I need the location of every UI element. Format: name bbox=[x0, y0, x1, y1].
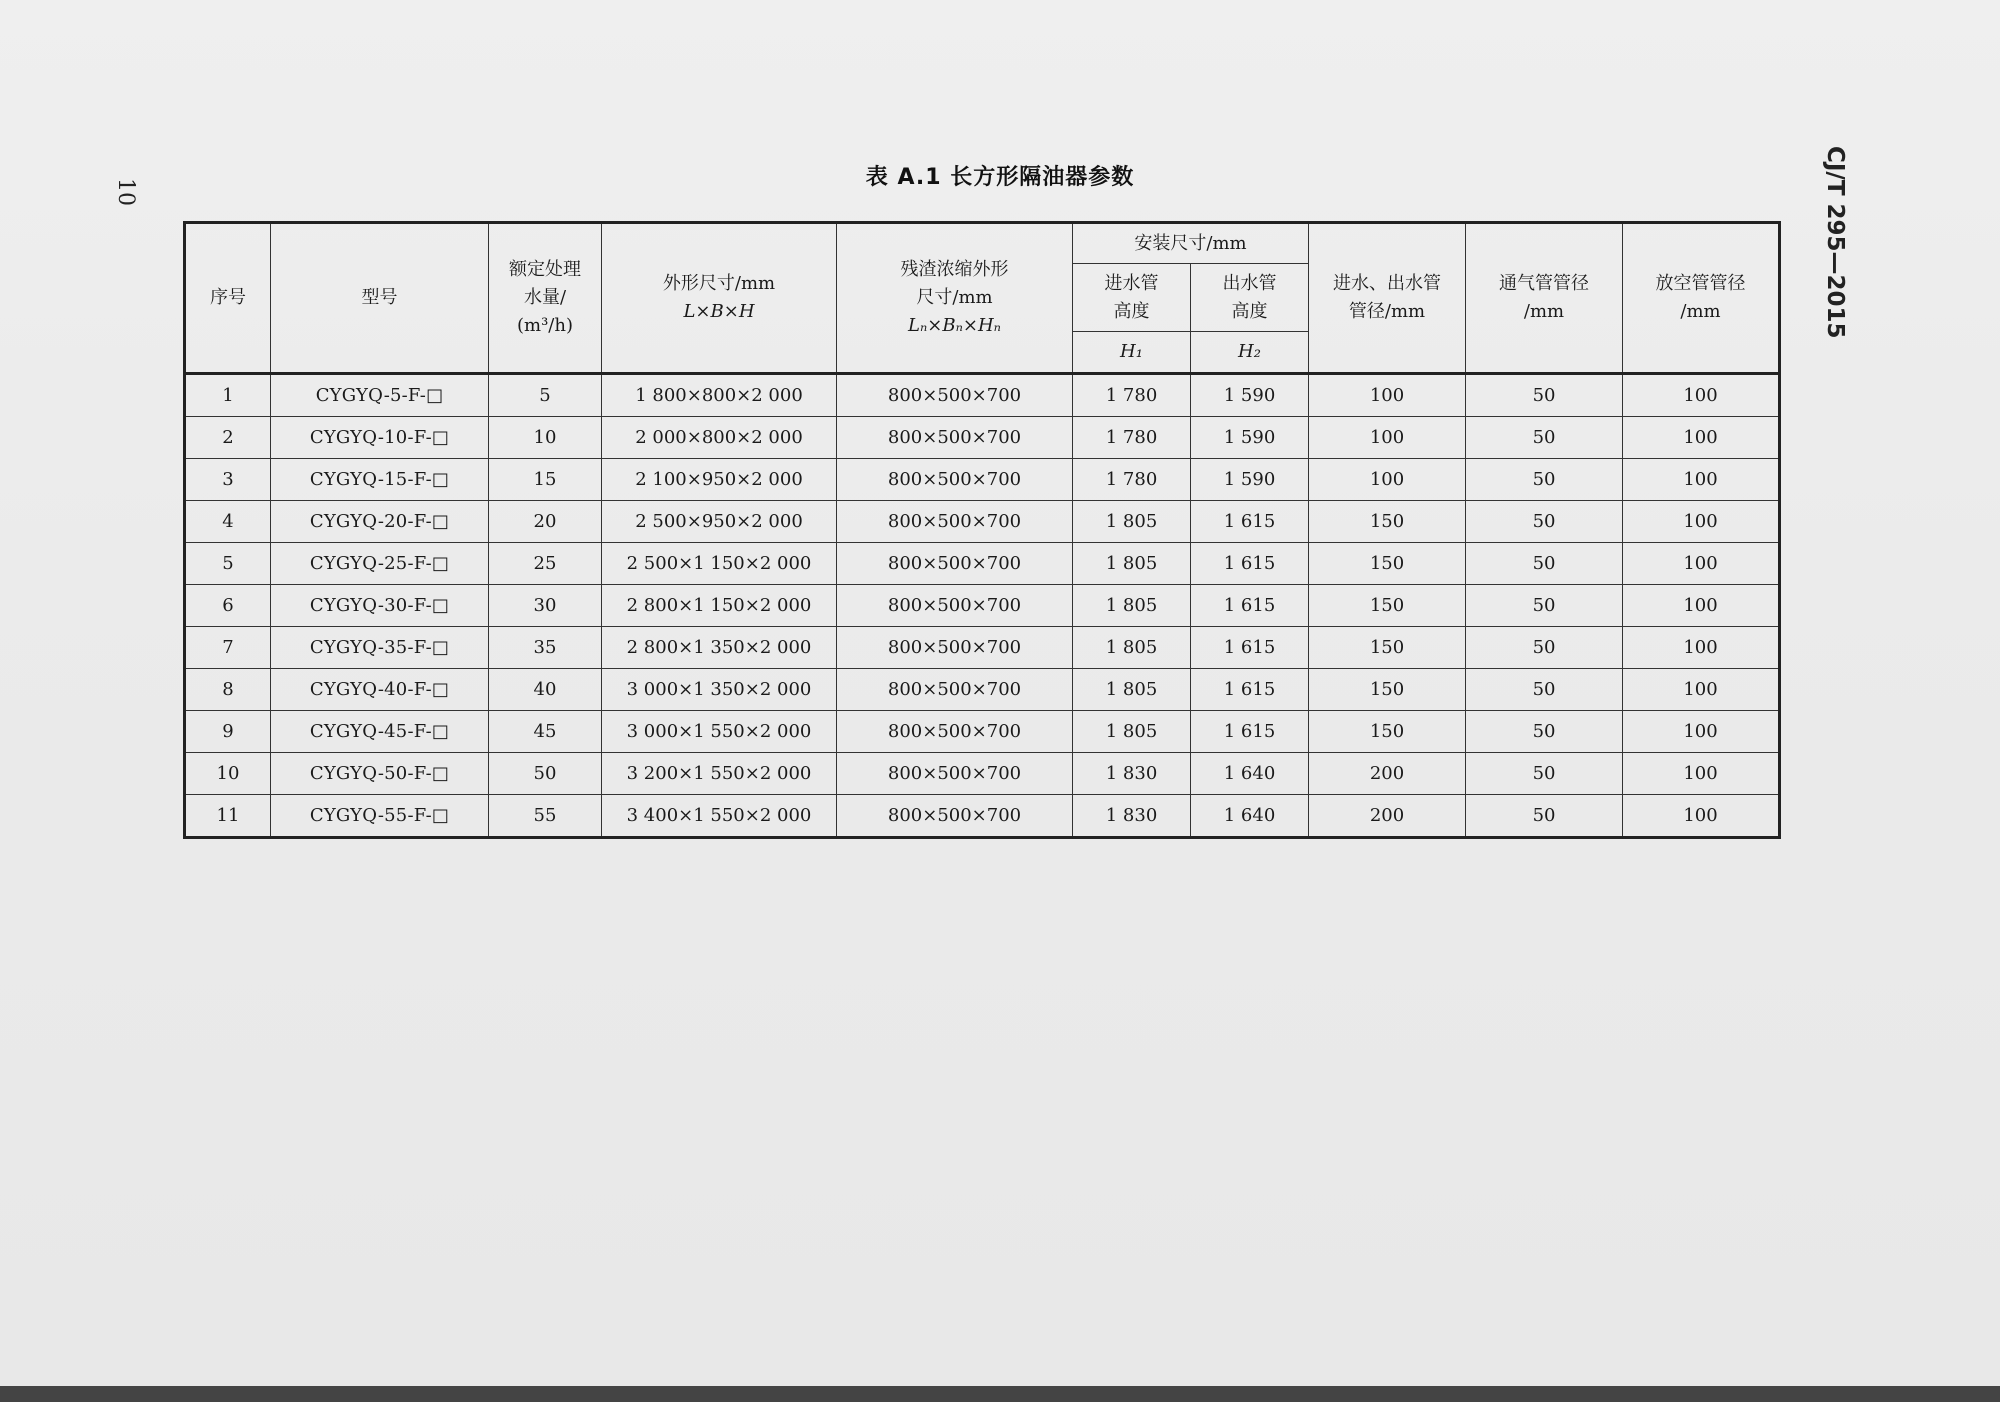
cell-flow: 10 bbox=[489, 417, 602, 459]
cell-flow: 15 bbox=[489, 459, 602, 501]
cell-h2: 1 640 bbox=[1191, 795, 1309, 838]
cell-seq: 5 bbox=[185, 543, 271, 585]
cell-seq: 8 bbox=[185, 669, 271, 711]
cell-empty: 100 bbox=[1623, 543, 1780, 585]
table-title: 表 A.1 长方形隔油器参数 bbox=[865, 165, 1135, 190]
cell-flow: 45 bbox=[489, 711, 602, 753]
cell-outer: 3 400×1 550×2 000 bbox=[602, 795, 837, 838]
cell-empty: 100 bbox=[1623, 627, 1780, 669]
cell-flow: 35 bbox=[489, 627, 602, 669]
cell-vent: 50 bbox=[1466, 795, 1623, 838]
cell-residue: 800×500×700 bbox=[837, 627, 1073, 669]
cell-h1: 1 830 bbox=[1073, 753, 1191, 795]
cell-h1: 1 780 bbox=[1073, 417, 1191, 459]
header-install-dim: 安装尺寸/mm bbox=[1073, 223, 1309, 264]
header-outer-dim: 外形尺寸/mm L×B×H bbox=[602, 223, 837, 374]
header-seq: 序号 bbox=[185, 223, 271, 374]
cell-outer: 3 000×1 550×2 000 bbox=[602, 711, 837, 753]
parameters-table bbox=[183, 221, 1781, 839]
cell-outer: 2 000×800×2 000 bbox=[602, 417, 837, 459]
cell-seq: 9 bbox=[185, 711, 271, 753]
cell-seq: 6 bbox=[185, 585, 271, 627]
cell-pipe: 100 bbox=[1309, 459, 1466, 501]
cell-vent: 50 bbox=[1466, 459, 1623, 501]
cell-empty: 100 bbox=[1623, 585, 1780, 627]
cell-h1: 1 830 bbox=[1073, 795, 1191, 838]
cell-pipe: 150 bbox=[1309, 627, 1466, 669]
cell-seq: 10 bbox=[185, 753, 271, 795]
cell-h1: 1 805 bbox=[1073, 585, 1191, 627]
cell-h1: 1 780 bbox=[1073, 374, 1191, 417]
cell-h2: 1 615 bbox=[1191, 585, 1309, 627]
cell-h2: 1 640 bbox=[1191, 753, 1309, 795]
table-row bbox=[185, 501, 1780, 543]
cell-h2: 1 615 bbox=[1191, 501, 1309, 543]
cell-model: CYGYQ-35-F-□ bbox=[271, 627, 489, 669]
cell-vent: 50 bbox=[1466, 753, 1623, 795]
cell-flow: 20 bbox=[489, 501, 602, 543]
cell-vent: 50 bbox=[1466, 543, 1623, 585]
header-in-out-pipe: 进水、出水管 管径/mm bbox=[1309, 223, 1466, 374]
header-model: 型号 bbox=[271, 223, 489, 374]
cell-h1: 1 805 bbox=[1073, 501, 1191, 543]
cell-h2: 1 615 bbox=[1191, 627, 1309, 669]
cell-model: CYGYQ-10-F-□ bbox=[271, 417, 489, 459]
cell-residue: 800×500×700 bbox=[837, 501, 1073, 543]
cell-residue: 800×500×700 bbox=[837, 417, 1073, 459]
header-h1: H₁ bbox=[1073, 332, 1191, 374]
cell-residue: 800×500×700 bbox=[837, 459, 1073, 501]
header-residue-dim: 残渣浓缩外形 尺寸/mm Lₙ×Bₙ×Hₙ bbox=[837, 223, 1073, 374]
cell-vent: 50 bbox=[1466, 585, 1623, 627]
cell-empty: 100 bbox=[1623, 669, 1780, 711]
cell-outer: 2 800×1 350×2 000 bbox=[602, 627, 837, 669]
cell-outer: 2 100×950×2 000 bbox=[602, 459, 837, 501]
cell-outer: 3 200×1 550×2 000 bbox=[602, 753, 837, 795]
header-rated-flow: 额定处理 水量/ (m³/h) bbox=[489, 223, 602, 374]
cell-outer: 2 800×1 150×2 000 bbox=[602, 585, 837, 627]
cell-seq: 3 bbox=[185, 459, 271, 501]
cell-empty: 100 bbox=[1623, 753, 1780, 795]
cell-model: CYGYQ-50-F-□ bbox=[271, 753, 489, 795]
cell-model: CYGYQ-15-F-□ bbox=[271, 459, 489, 501]
cell-residue: 800×500×700 bbox=[837, 795, 1073, 838]
cell-pipe: 150 bbox=[1309, 711, 1466, 753]
cell-seq: 7 bbox=[185, 627, 271, 669]
cell-h1: 1 805 bbox=[1073, 627, 1191, 669]
cell-pipe: 100 bbox=[1309, 374, 1466, 417]
table-row bbox=[185, 627, 1780, 669]
cell-flow: 55 bbox=[489, 795, 602, 838]
cell-model: CYGYQ-25-F-□ bbox=[271, 543, 489, 585]
cell-residue: 800×500×700 bbox=[837, 669, 1073, 711]
header-h2: H₂ bbox=[1191, 332, 1309, 374]
cell-pipe: 100 bbox=[1309, 417, 1466, 459]
cell-h2: 1 615 bbox=[1191, 669, 1309, 711]
table-row bbox=[185, 795, 1780, 838]
cell-outer: 3 000×1 350×2 000 bbox=[602, 669, 837, 711]
cell-vent: 50 bbox=[1466, 669, 1623, 711]
table-body bbox=[185, 374, 1780, 838]
cell-flow: 5 bbox=[489, 374, 602, 417]
cell-empty: 100 bbox=[1623, 417, 1780, 459]
cell-flow: 50 bbox=[489, 753, 602, 795]
header-empty-pipe: 放空管管径 /mm bbox=[1623, 223, 1780, 374]
cell-model: CYGYQ-30-F-□ bbox=[271, 585, 489, 627]
cell-seq: 1 bbox=[185, 374, 271, 417]
cell-pipe: 200 bbox=[1309, 753, 1466, 795]
cell-pipe: 200 bbox=[1309, 795, 1466, 838]
table-row bbox=[185, 374, 1780, 417]
cell-h2: 1 615 bbox=[1191, 543, 1309, 585]
cell-seq: 11 bbox=[185, 795, 271, 838]
cell-vent: 50 bbox=[1466, 417, 1623, 459]
cell-h1: 1 805 bbox=[1073, 543, 1191, 585]
table-row bbox=[185, 585, 1780, 627]
cell-h2: 1 590 bbox=[1191, 374, 1309, 417]
cell-pipe: 150 bbox=[1309, 669, 1466, 711]
cell-model: CYGYQ-45-F-□ bbox=[271, 711, 489, 753]
cell-residue: 800×500×700 bbox=[837, 585, 1073, 627]
cell-model: CYGYQ-55-F-□ bbox=[271, 795, 489, 838]
table-row bbox=[185, 459, 1780, 501]
table-row bbox=[185, 417, 1780, 459]
cell-outer: 2 500×950×2 000 bbox=[602, 501, 837, 543]
cell-outer: 2 500×1 150×2 000 bbox=[602, 543, 837, 585]
table-row bbox=[185, 543, 1780, 585]
cell-model: CYGYQ-5-F-□ bbox=[271, 374, 489, 417]
cell-model: CYGYQ-40-F-□ bbox=[271, 669, 489, 711]
cell-seq: 2 bbox=[185, 417, 271, 459]
cell-pipe: 150 bbox=[1309, 543, 1466, 585]
cell-empty: 100 bbox=[1623, 501, 1780, 543]
table-row bbox=[185, 753, 1780, 795]
cell-flow: 30 bbox=[489, 585, 602, 627]
table-header bbox=[185, 223, 1780, 374]
cell-h2: 1 615 bbox=[1191, 711, 1309, 753]
cell-empty: 100 bbox=[1623, 374, 1780, 417]
page-number: 10 bbox=[113, 178, 138, 206]
cell-pipe: 150 bbox=[1309, 501, 1466, 543]
cell-vent: 50 bbox=[1466, 627, 1623, 669]
cell-empty: 100 bbox=[1623, 459, 1780, 501]
cell-model: CYGYQ-20-F-□ bbox=[271, 501, 489, 543]
cell-h1: 1 805 bbox=[1073, 669, 1191, 711]
cell-pipe: 150 bbox=[1309, 585, 1466, 627]
cell-flow: 25 bbox=[489, 543, 602, 585]
cell-vent: 50 bbox=[1466, 501, 1623, 543]
cell-h2: 1 590 bbox=[1191, 417, 1309, 459]
scan-edge bbox=[0, 1386, 2000, 1402]
cell-vent: 50 bbox=[1466, 711, 1623, 753]
cell-empty: 100 bbox=[1623, 795, 1780, 838]
standard-code: CJ/T 295—2015 bbox=[1822, 146, 1848, 339]
cell-residue: 800×500×700 bbox=[837, 753, 1073, 795]
cell-h2: 1 590 bbox=[1191, 459, 1309, 501]
cell-seq: 4 bbox=[185, 501, 271, 543]
table-row bbox=[185, 669, 1780, 711]
header-vent-pipe: 通气管管径 /mm bbox=[1466, 223, 1623, 374]
cell-h1: 1 805 bbox=[1073, 711, 1191, 753]
cell-flow: 40 bbox=[489, 669, 602, 711]
header-inlet-height: 进水管 高度 bbox=[1073, 264, 1191, 332]
table-row bbox=[185, 711, 1780, 753]
cell-residue: 800×500×700 bbox=[837, 543, 1073, 585]
cell-vent: 50 bbox=[1466, 374, 1623, 417]
cell-residue: 800×500×700 bbox=[837, 711, 1073, 753]
cell-h1: 1 780 bbox=[1073, 459, 1191, 501]
cell-residue: 800×500×700 bbox=[837, 374, 1073, 417]
cell-outer: 1 800×800×2 000 bbox=[602, 374, 837, 417]
header-outlet-height: 出水管 高度 bbox=[1191, 264, 1309, 332]
cell-empty: 100 bbox=[1623, 711, 1780, 753]
